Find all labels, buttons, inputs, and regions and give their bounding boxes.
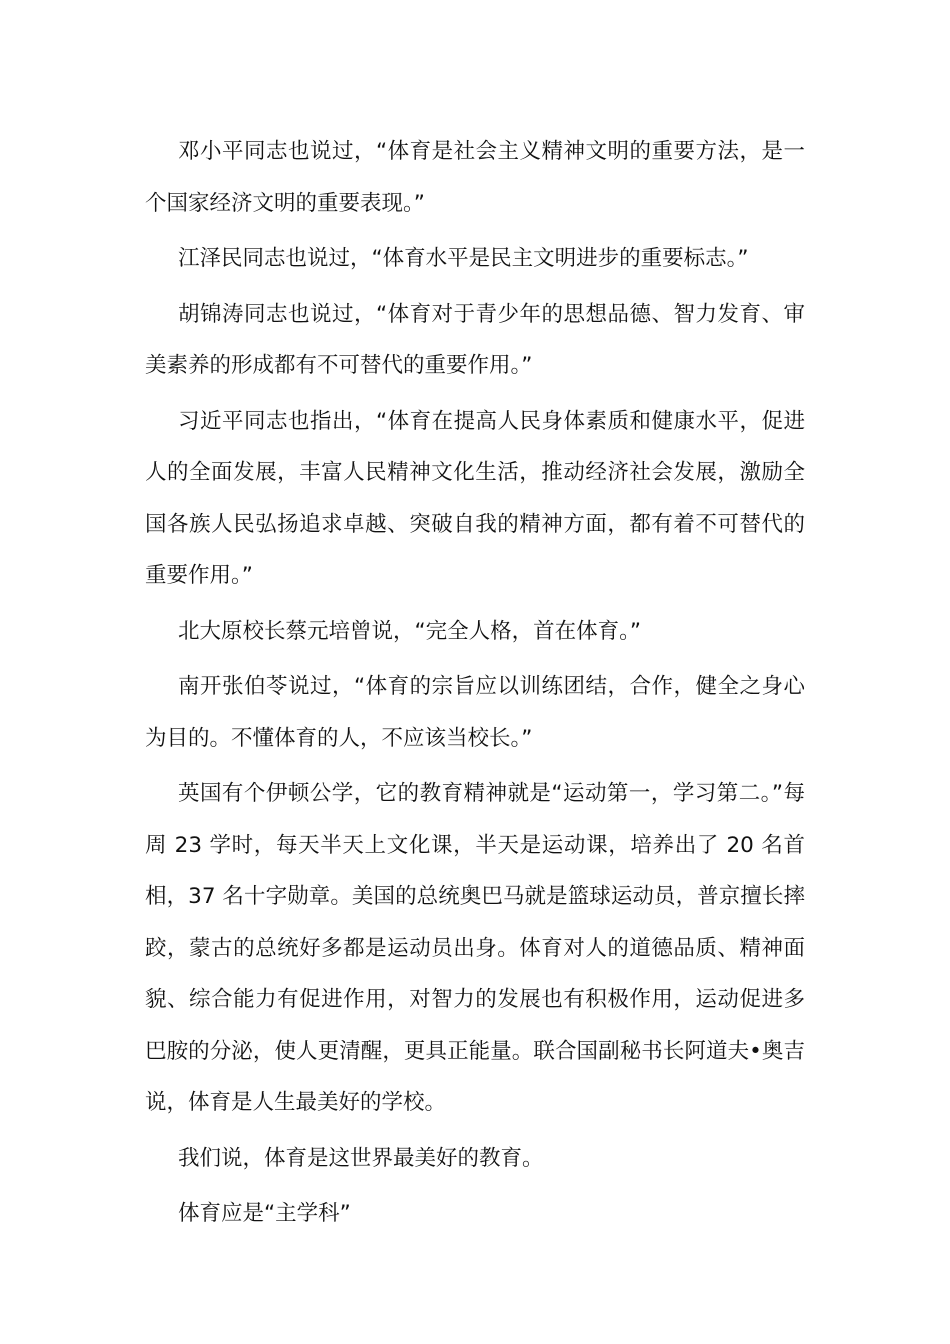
paragraph-best-education: 我们说，体育是这世界最美好的教育。 [178, 1145, 544, 1171]
paragraph-deng-xiaoping: 邓小平同志也说过，“体育是社会主义精神文明的重要方法，是一个国家经济文明的重要表现。” [145, 139, 805, 216]
paragraph-jiang-zemin: 江泽民同志也说过，“体育水平是民主文明进步的重要标志。” [178, 246, 749, 271]
paragraph-xi-jinping: 习近平同志也指出，“体育在提高人民身体素质和健康水平，促进人的全面发展，丰富人民精神文化生活，推动经济社会发展，激励全国各族人民弘扬追求卓越、突破自我的精神方面，都有着不可替代的重要作用。” [145, 408, 805, 588]
paragraph-eton-college: 英国有个伊顿公学，它的教育精神就是“运动第一，学习第二。”每周 23 学时，每天半天上文化课，半天是运动课，培养出了 20 名首相，37 名十字勋章。美国的总统奥巴马就是篮球运动员，普京擅长摔跤，蒙古的总统好多都是运动员出身。体育对人的道德品质、精神面貌、综合能力有促进作用，对智力的发展也有积极作用，运动促进多巴胺的分泌，使人更清醒，更具正能量。联合国副秘书长阿道夫•奥吉说，体育是人生最美好的学校。 [145, 781, 805, 1115]
document-page [145, 126, 805, 1244]
paragraph-main-subject-heading: 体育应是“主学科” [178, 1201, 351, 1226]
paragraph-hu-jintao: 胡锦涛同志也说过，“体育对于青少年的思想品德、智力发育、审美素养的形成都有不可替代的重要作用。” [145, 301, 805, 378]
paragraph-cai-yuanpei: 北大原校长蔡元培曾说，“完全人格，首在体育。” [178, 618, 642, 644]
paragraph-zhang-boling: 南开张伯苓说过，“体育的宗旨应以训练团结，合作，健全之身心为目的。不懂体育的人，不应该当校长。” [145, 674, 805, 751]
